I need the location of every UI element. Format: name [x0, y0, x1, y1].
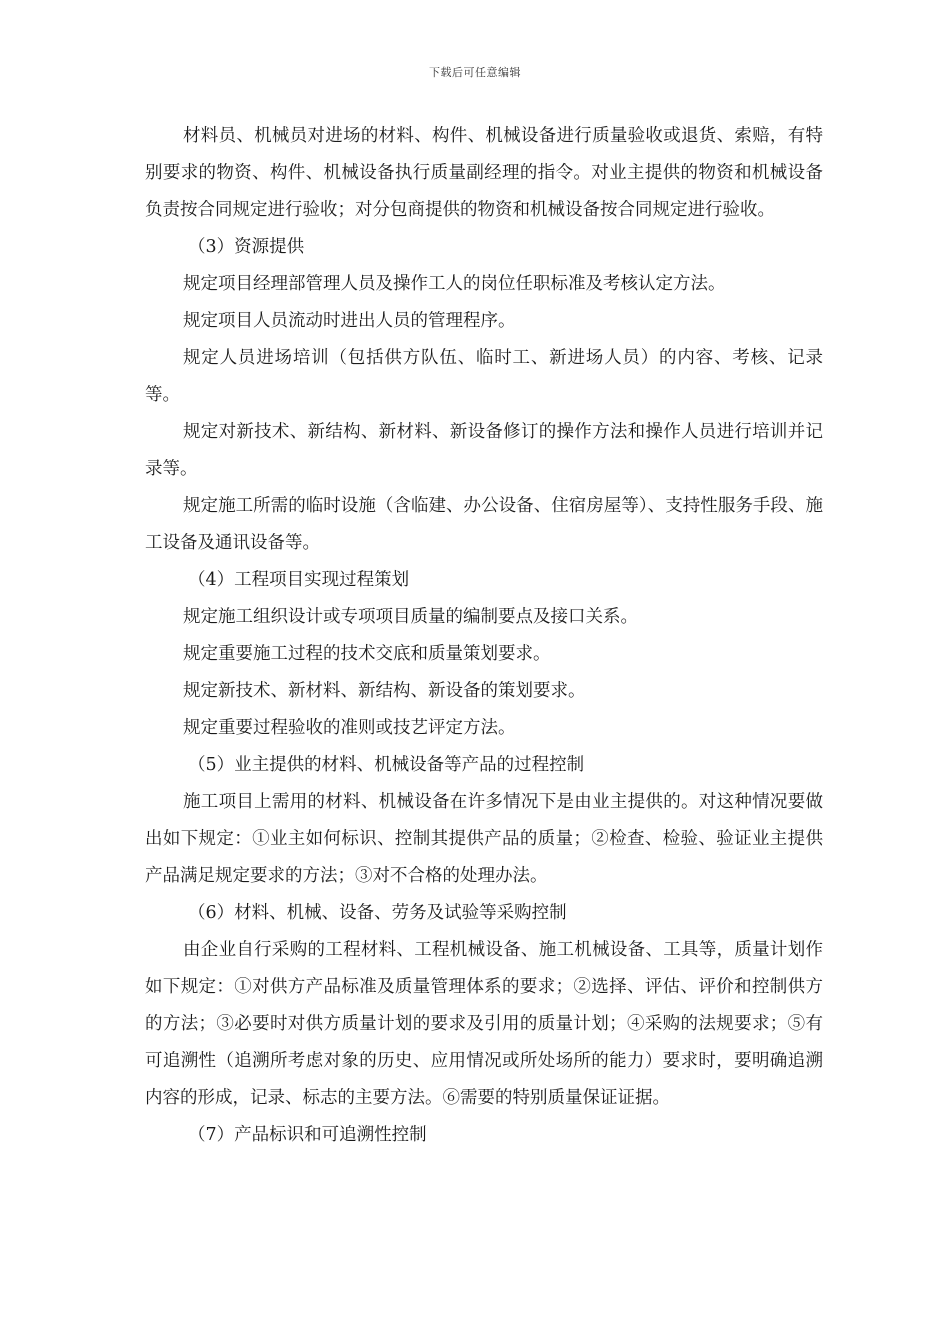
- section-heading-procurement: （6）材料、机械、设备、劳务及试验等采购控制: [188, 903, 567, 923]
- section-heading-resources: （3）资源提供: [188, 237, 305, 257]
- paragraph-acceptance-criteria: 规定重要过程验收的准则或技艺评定方法。: [183, 718, 516, 738]
- paragraph-construction-design: 规定施工组织设计或专项项目质量的编制要点及接口关系。: [183, 607, 638, 627]
- section-heading-owner-supplied: （5）业主提供的材料、机械设备等产品的过程控制: [188, 755, 585, 775]
- page-header: 下载后可任意编辑: [429, 66, 521, 79]
- section-heading-traceability: （7）产品标识和可追溯性控制: [188, 1125, 427, 1145]
- paragraph-entry-training: 规定人员进场培训（包括供方队伍、临时工、新进场人员）的内容、考核、记录等。: [145, 348, 823, 405]
- paragraph-material-inspection: 材料员、机械员对进场的材料、构件、机械设备进行质量验收或退货、索赔，有特别要求的物资、构件、机械设备执行质量副经理的指令。对业主提供的物资和机械设备负责按合同规定进行验收；对分包商提供的物资和机械设备按合同规定进行验收。: [145, 126, 823, 220]
- paragraph-procurement-control: 由企业自行采购的工程材料、工程机械设备、施工机械设备、工具等，质量计划作如下规定：①对供方产品标准及质量管理体系的要求；②选择、评估、评价和控制供方的方法；③必要时对供方质量计划的要求及引用的质量计划；④采购的法规要求；⑤有可追溯性（追溯所考虑对象的历史、应用情况或所处场所的能力）要求时，要明确追溯内容的形成，记录、标志的主要方法。⑥需要的特别质量保证证据。: [145, 940, 823, 1108]
- paragraph-staff-standards: 规定项目经理部管理人员及操作工人的岗位任职标准及考核认定方法。: [183, 274, 726, 294]
- section-heading-process-planning: （4）工程项目实现过程策划: [188, 570, 410, 590]
- paragraph-technical-briefing: 规定重要施工过程的技术交底和质量策划要求。: [183, 644, 551, 664]
- paragraph-temporary-facilities: 规定施工所需的临时设施（含临建、办公设备、住宿房屋等）、支持性服务手段、施工设备及通讯设备等。: [145, 496, 823, 553]
- paragraph-owner-supplied-control: 施工项目上需用的材料、机械设备在许多情况下是由业主提供的。对这种情况要做出如下规定：①业主如何标识、控制其提供产品的质量；②检查、检验、验证业主提供产品满足规定要求的方法；③对不合格的处理办法。: [145, 792, 823, 886]
- paragraph-staff-flow: 规定项目人员流动时进出人员的管理程序。: [183, 311, 516, 331]
- document-body: [145, 118, 823, 1154]
- paragraph-new-tech-training: 规定对新技术、新结构、新材料、新设备修订的操作方法和操作人员进行培训并记录等。: [145, 422, 823, 479]
- paragraph-new-tech-planning: 规定新技术、新材料、新结构、新设备的策划要求。: [183, 681, 586, 701]
